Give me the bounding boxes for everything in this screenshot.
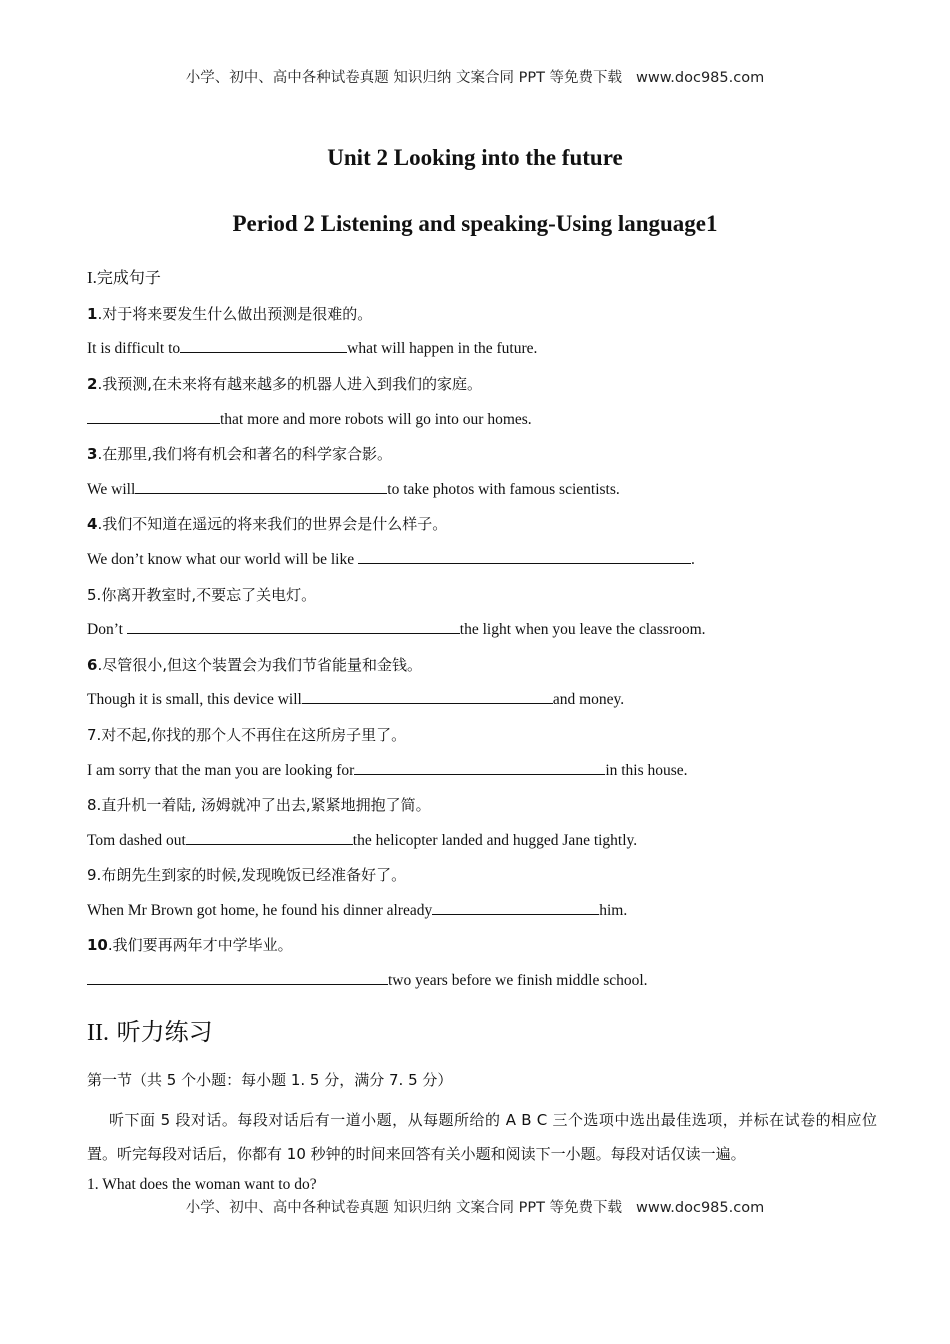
section2-label: 听力练习 <box>108 1018 213 1046</box>
q1-number: 1 <box>87 305 98 323</box>
q8-number: 8 <box>87 796 97 814</box>
listening-question-1: 1. What does the woman want to do? <box>87 1176 317 1193</box>
q1-en-before: It is difficult to <box>87 340 181 357</box>
q4-en-after: . <box>690 551 695 568</box>
section2-roman: II. <box>87 1020 109 1046</box>
q9-blank[interactable] <box>432 900 599 915</box>
q8-en-after: the helicopter landed and hugged Jane tightly. <box>352 832 638 849</box>
q2-number: 2 <box>87 375 98 393</box>
q2-chinese <box>87 373 482 394</box>
q9-chinese <box>87 864 406 885</box>
q1-english <box>87 338 537 358</box>
q6-number: 6 <box>87 656 98 674</box>
q5-english <box>87 619 706 639</box>
q5-number: 5 <box>87 586 97 604</box>
q7-en-before: I am sorry that the man you are looking for <box>87 762 355 779</box>
section1-heading <box>87 265 161 288</box>
q10-english <box>87 970 648 990</box>
q7-number: 7 <box>87 726 97 744</box>
q6-en-after: and money. <box>552 691 625 708</box>
q6-cn-text: .尽管很小,但这个装置会为我们节省能量和金钱。 <box>97 656 422 674</box>
q9-cn-text: .布朗先生到家的时候,发现晚饭已经准备好了。 <box>96 866 407 884</box>
q1-blank[interactable] <box>180 338 347 353</box>
listening-instructions: 听下面 5 段对话。每段对话后有一道小题，从每题所给的 A B C 三个选项中选出最佳选项，并标在试卷的相应位置。听完每段对话后，你都有 10 秒钟的时间来回答有关小题和阅读下一小题。每段对话仅读一遍。 <box>87 1111 877 1163</box>
q9-en-before: When Mr Brown got home, he found his dinner already <box>87 902 433 919</box>
q4-chinese <box>87 513 447 534</box>
q2-en-after: that more and more robots will go into our homes. <box>220 411 532 428</box>
q1-cn-text: .对于将来要发生什么做出预测是很难的。 <box>97 305 373 323</box>
q10-en-after: two years before we finish middle school. <box>388 972 648 989</box>
q6-chinese <box>87 654 422 675</box>
q6-blank[interactable] <box>302 689 553 704</box>
q1-en-after: what will happen in the future. <box>347 340 538 357</box>
q5-en-after: the light when you leave the classroom. <box>459 621 706 638</box>
q7-english <box>87 760 688 780</box>
page-footer <box>0 1196 950 1217</box>
q3-cn-text: .在那里,我们将有机会和著名的科学家合影。 <box>97 445 392 463</box>
q7-chinese <box>87 724 406 745</box>
footer-text: 小学、初中、高中各种试卷真题 知识归纳 文案合同 PPT 等免费下载 <box>185 1200 623 1216</box>
header-text: 小学、初中、高中各种试卷真题 知识归纳 文案合同 PPT 等免费下载 <box>185 70 623 86</box>
q3-blank[interactable] <box>135 479 387 494</box>
q3-en-before: We will <box>87 481 136 498</box>
q8-chinese <box>87 794 431 815</box>
q3-english <box>87 479 620 499</box>
q5-en-before: Don’t <box>87 621 127 638</box>
q7-en-after: in this house. <box>605 762 688 779</box>
q2-cn-text: .我预测,在未来将有越来越多的机器人进入到我们的家庭。 <box>97 375 482 393</box>
q3-chinese <box>87 443 392 464</box>
footer-url: www.doc985.com <box>636 1200 765 1216</box>
q10-chinese <box>87 934 293 955</box>
q8-blank[interactable] <box>186 830 353 845</box>
q4-english <box>87 549 695 569</box>
q4-number: 4 <box>87 515 98 533</box>
q10-blank[interactable] <box>87 970 388 985</box>
q9-english <box>87 900 627 920</box>
q4-blank[interactable] <box>358 549 691 564</box>
q5-cn-text: .你离开教室时,不要忘了关电灯。 <box>96 586 317 604</box>
section1-roman: I. <box>87 268 97 287</box>
q9-en-after: him. <box>599 902 628 919</box>
q6-english <box>87 689 624 709</box>
q4-cn-text: .我们不知道在遥远的将来我们的世界会是什么样子。 <box>97 515 448 533</box>
section1-label: 完成句子 <box>96 268 161 287</box>
part1-heading: 第一节（共 5 个小题：每小题 1. 5 分，满分 7. 5 分） <box>87 1071 453 1089</box>
page-header <box>0 66 950 87</box>
section2-heading <box>87 1012 213 1047</box>
q7-blank[interactable] <box>354 760 605 775</box>
q8-english <box>87 830 637 850</box>
q9-number: 9 <box>87 866 97 884</box>
unit-title: Unit 2 Looking into the future <box>327 145 623 170</box>
q4-en-before: We don’t know what our world will be like <box>87 551 358 568</box>
q5-chinese <box>87 584 316 605</box>
q2-english <box>87 409 532 429</box>
period-title: Period 2 Listening and speaking-Using language1 <box>232 211 718 236</box>
q10-number: 10 <box>87 936 108 954</box>
q6-en-before: Though it is small, this device will <box>87 691 302 708</box>
q1-chinese <box>87 303 372 324</box>
q8-cn-text: .直升机一着陆, 汤姆就冲了出去,紧紧地拥抱了简。 <box>96 796 431 814</box>
q10-cn-text: .我们要再两年才中学毕业。 <box>107 936 293 954</box>
header-url: www.doc985.com <box>636 70 765 86</box>
q5-blank[interactable] <box>127 619 460 634</box>
q7-cn-text: .对不起,你找的那个人不再住在这所房子里了。 <box>96 726 407 744</box>
q8-en-before: Tom dashed out <box>87 832 186 849</box>
q3-number: 3 <box>87 445 98 463</box>
q3-en-after: to take photos with famous scientists. <box>387 481 620 498</box>
q2-blank[interactable] <box>87 409 220 424</box>
